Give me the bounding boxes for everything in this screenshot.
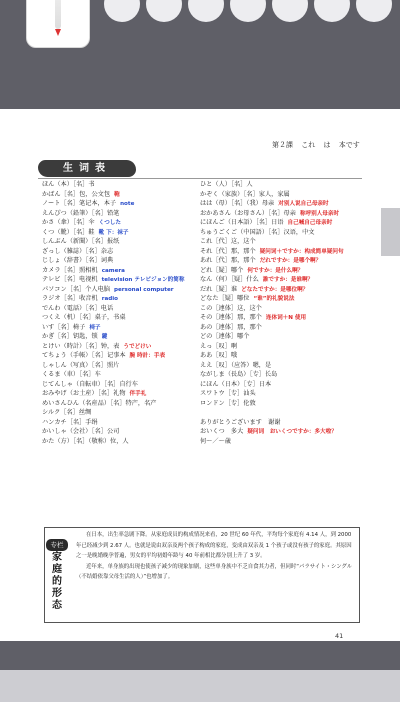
vocab-text: じしょ（辞書）［名］词典 [42,257,114,264]
toolbar-button-6[interactable] [314,0,350,22]
vocab-text: えんぴつ（鉛筆）［名］铅笔 [42,209,120,217]
vocab-text: あれ［代］那，那个 [200,257,256,264]
vocab-text: この［連体］这，这个 [200,304,262,312]
handwritten-note: “谁”的礼貌说法 [253,296,295,302]
chapter-number: 第２課 [272,141,293,149]
chapter-word-2: は [323,141,331,149]
vocab-entry [42,228,202,238]
vocab-text: あの［連体］那，那个 [200,323,262,331]
vocab-text: かぎ［名］钥匙，锁 [42,333,98,340]
vocab-entry [42,209,202,219]
vocab-text: ノート［名］笔记本，本子 [42,200,117,207]
vocab-text: ああ［叹］哦 [200,352,238,359]
vocab-text: ありがとうございます 谢谢 [200,418,281,426]
vocab-entry [200,351,375,361]
vocab-entry [200,408,375,418]
vocab-entry [42,389,202,399]
handwritten-note: personal computer [113,286,174,293]
chapter-word-3: 本です [338,141,360,149]
vocab-entry [42,399,202,409]
vocab-list-right [200,180,375,446]
vocab-entry [200,418,375,428]
column-paragraph: 近年来，单身族的出现也使孩子减少的现象加剧，这些单身族中不乏自食其力者，但同时“パラサイト・シングル（不结婚依靠父母生活的人）”也增加了。 [76,563,353,580]
handwritten-note: 连体词＋N 使用 [265,315,307,321]
vocab-text: かいしゃ（会社）［名］公司 [42,428,120,435]
vocab-entry [42,313,202,323]
vocab-entry [42,247,202,257]
vocab-entry [42,285,202,295]
handwritten-note: どなたですか：是哪位啊？ [241,286,309,293]
handwritten-note: radio [101,296,118,302]
vocab-text: しんぶん（新聞）［名］报纸 [42,238,120,245]
vocab-entry [42,427,202,437]
chapter-header [272,140,366,150]
vocab-entry [42,190,202,200]
handwritten-note: camera [101,267,125,274]
vocab-text: だれ［疑］谁 [200,285,238,293]
vocab-entry [42,304,202,314]
vocab-entry [42,332,202,342]
notes-app-icon[interactable] [26,0,90,48]
toolbar-button-1[interactable] [104,0,140,22]
vocab-text: ちゅうごくご（中国語）［名］汉语，中文 [200,228,315,236]
vocab-text: しゃしん（写真）［名］照片 [42,361,120,369]
vocab-entry [200,237,375,247]
vocab-text: カメラ［名］照相机 [42,266,98,274]
vocab-text: かさ（傘）［名］伞 [42,219,95,226]
vocab-entry [200,380,375,390]
handwritten-note: 称呼别人母亲时 [299,210,340,217]
vocab-entry [42,342,202,352]
column-badge: 专栏 [46,539,68,551]
handwritten-note: 对别人说自己母亲时 [278,201,329,207]
vocab-entry [200,228,375,238]
vocab-text: シルク［名］丝绸 [42,409,92,416]
vocab-text: ハンカチ［名］手绢 [42,418,98,426]
vocab-text: ラジオ［名］收音机 [42,295,98,302]
handwritten-note: 鞄 [114,191,120,198]
handwritten-note: 誰ですか：是谁啊？ [262,277,314,283]
vocab-entry [200,399,375,409]
toolbar-button-5[interactable] [272,0,308,22]
handwritten-note: 何ですか：是什么啊？ [247,267,304,274]
handwritten-note: くつした [98,220,121,226]
vocab-text: えっ［叹］啊 [200,342,238,350]
pencil-icon [55,0,61,29]
toolbar-button-3[interactable] [188,0,224,22]
vocab-text: おいくつ 多大 [200,428,244,435]
vocab-entry [42,370,202,380]
handwritten-note: 自己喊自己母亲时 [287,220,333,226]
vocab-text: かた（方）［名］（敬称）位，人 [42,437,129,445]
handwritten-note: 疑问词 おいくつですか：多大啦？ [247,429,337,435]
vocab-text: じてんしゃ（自転車）［名］自行车 [42,380,138,388]
vocab-text: テレビ［名］电视机 [42,276,98,283]
vocab-entry [42,323,202,333]
vocab-entry [200,275,375,285]
vocab-text: ひと（人）［名］人 [200,181,253,188]
vocab-text: いす［名］椅子 [42,323,86,331]
chapter-word-1: これ [301,141,316,149]
handwritten-note: note [120,201,135,207]
vocab-entry [42,418,202,428]
vocab-text: てちょう（手帳）［名］记事本 [42,352,126,359]
column-text [76,530,354,583]
vocab-entry [42,256,202,266]
vocab-text: その［連体］那，那个 [200,314,262,321]
vocab-entry [200,437,375,447]
vocab-entry [42,408,202,418]
vocab-text: おかあさん（お母さん）［名］母亲 [200,209,296,217]
handwritten-note: 伴手礼 [129,391,147,397]
vocab-entry [200,247,375,257]
handwritten-note: 腕 時計：手表 [129,353,166,359]
vocab-text: どれ［疑］哪个 [200,266,244,274]
vocab-text: とけい（時計）［名］钟，表 [42,342,120,350]
vocab-entry [42,218,202,228]
vocab-entry [200,266,375,276]
vocab-entry [200,370,375,380]
vocab-entry [42,437,202,447]
vocab-entry [42,294,202,304]
vocab-entry [200,427,375,437]
section-title: 生词表 [38,160,136,177]
vocab-entry [42,361,202,371]
vocab-text: それ［代］那，那个 [200,247,256,255]
app-top-bar [0,0,400,104]
vocab-entry [200,313,375,323]
vocab-text: おみやげ（お土産）［名］礼物 [42,390,126,397]
vocab-entry [42,266,202,276]
handwritten-note: うでどけい [123,343,152,350]
scroll-handle[interactable] [381,208,400,256]
vocab-text: かばん［名］包，公文包 [42,190,111,198]
toolbar-button-2[interactable] [146,0,182,22]
vocab-text: どの［連体］哪个 [200,333,250,340]
vocab-entry [42,380,202,390]
handwritten-note: 鍵 [101,334,108,340]
vocab-entry [200,209,375,219]
vocab-text: めいさんひん（名産品）［名］特产，名产 [42,399,157,407]
vocab-entry [42,237,202,247]
vocab-entry [42,275,202,285]
vocab-entry [200,361,375,371]
vocab-entry [42,351,202,361]
vocab-entry [200,342,375,352]
vocab-text: かぞく（家族）［名］家人，家属 [200,190,290,198]
bottom-bar [0,670,400,702]
pencil-tip-icon [55,29,61,36]
vocab-entry [200,180,375,190]
column-title: 家庭的形态 [52,552,62,611]
vocab-text: くつ（靴）［名］鞋 [42,228,95,236]
vocab-text: どなた［疑］哪位 [200,295,250,302]
vocab-list-left [42,180,202,446]
page-number: 41 [335,632,344,640]
vocab-text: ほん（本）［名］书 [42,181,95,188]
vocab-entry [42,180,202,190]
vocab-entry [200,218,375,228]
vocab-text: つくえ（机）［名］桌子，书桌 [42,314,126,321]
vocab-entry [200,190,375,200]
handwritten-note: 疑问词＋ですか：构成简单疑问句 [259,248,344,255]
toolbar-button-4[interactable] [230,0,266,22]
vocab-entry [200,285,375,295]
vocab-text: にほんご（日本語）［名］日语 [200,219,284,226]
vocab-entry [42,199,202,209]
vocab-entry [200,256,375,266]
vocab-text: はは（母）［名］（我）母亲 [200,200,275,207]
vocab-text: ざっし（雑誌）［名］杂志 [42,247,114,255]
vocab-text: パソコン［名］个人电脑 [42,285,110,293]
vocab-text: なん（何）［疑］什么 [200,276,259,283]
vocab-text: ええ［叹］（应答）嗯，是 [200,361,272,369]
vocab-text: スワトウ［专］汕头 [200,390,256,397]
vocab-text: くるま（車）［名］车 [42,371,101,378]
vocab-text: これ［代］这，这个 [200,238,256,245]
toolbar-button-7[interactable] [356,0,392,22]
vocab-entry [200,389,375,399]
column-paragraph: 在日本，出生率急剧下降。从家庭成员的构成情况来看，20 世纪 60 年代，平均每个家庭有 4.14 人，到 2000 年已经减少到 2.67 人。也就是说由双亲及两个孩子构成的家庭，变成由双亲及 1 个孩子或没有孩子的家庭。其原因之一是晚婚晚孕普遍，男女的平均初婚年龄与 40 年前相比都分别上升了 3 岁。 [76,532,352,559]
handwritten-note: だれですか：是哪个啊？ [259,258,322,264]
vocab-text: 何～／～歳 [200,437,231,445]
handwritten-note: 椅子 [89,324,101,331]
handwritten-note: 靴 下：袜子 [98,229,129,236]
vocab-text: にほん（日本）［专］日本 [200,380,272,388]
title-divider [38,178,362,179]
vocab-text: ながしま（長島）［专］长岛 [200,371,278,378]
vocab-entry [200,323,375,333]
handwritten-note: television テレビジョン的简称 [101,277,185,283]
vocab-text: ロンドン［专］伦敦 [200,399,256,407]
vocab-entry [200,199,375,209]
vocab-entry [200,332,375,342]
vocab-text: でんわ（電話）［名］电话 [42,304,114,312]
vocab-entry [200,294,375,304]
vocab-entry [200,304,375,314]
